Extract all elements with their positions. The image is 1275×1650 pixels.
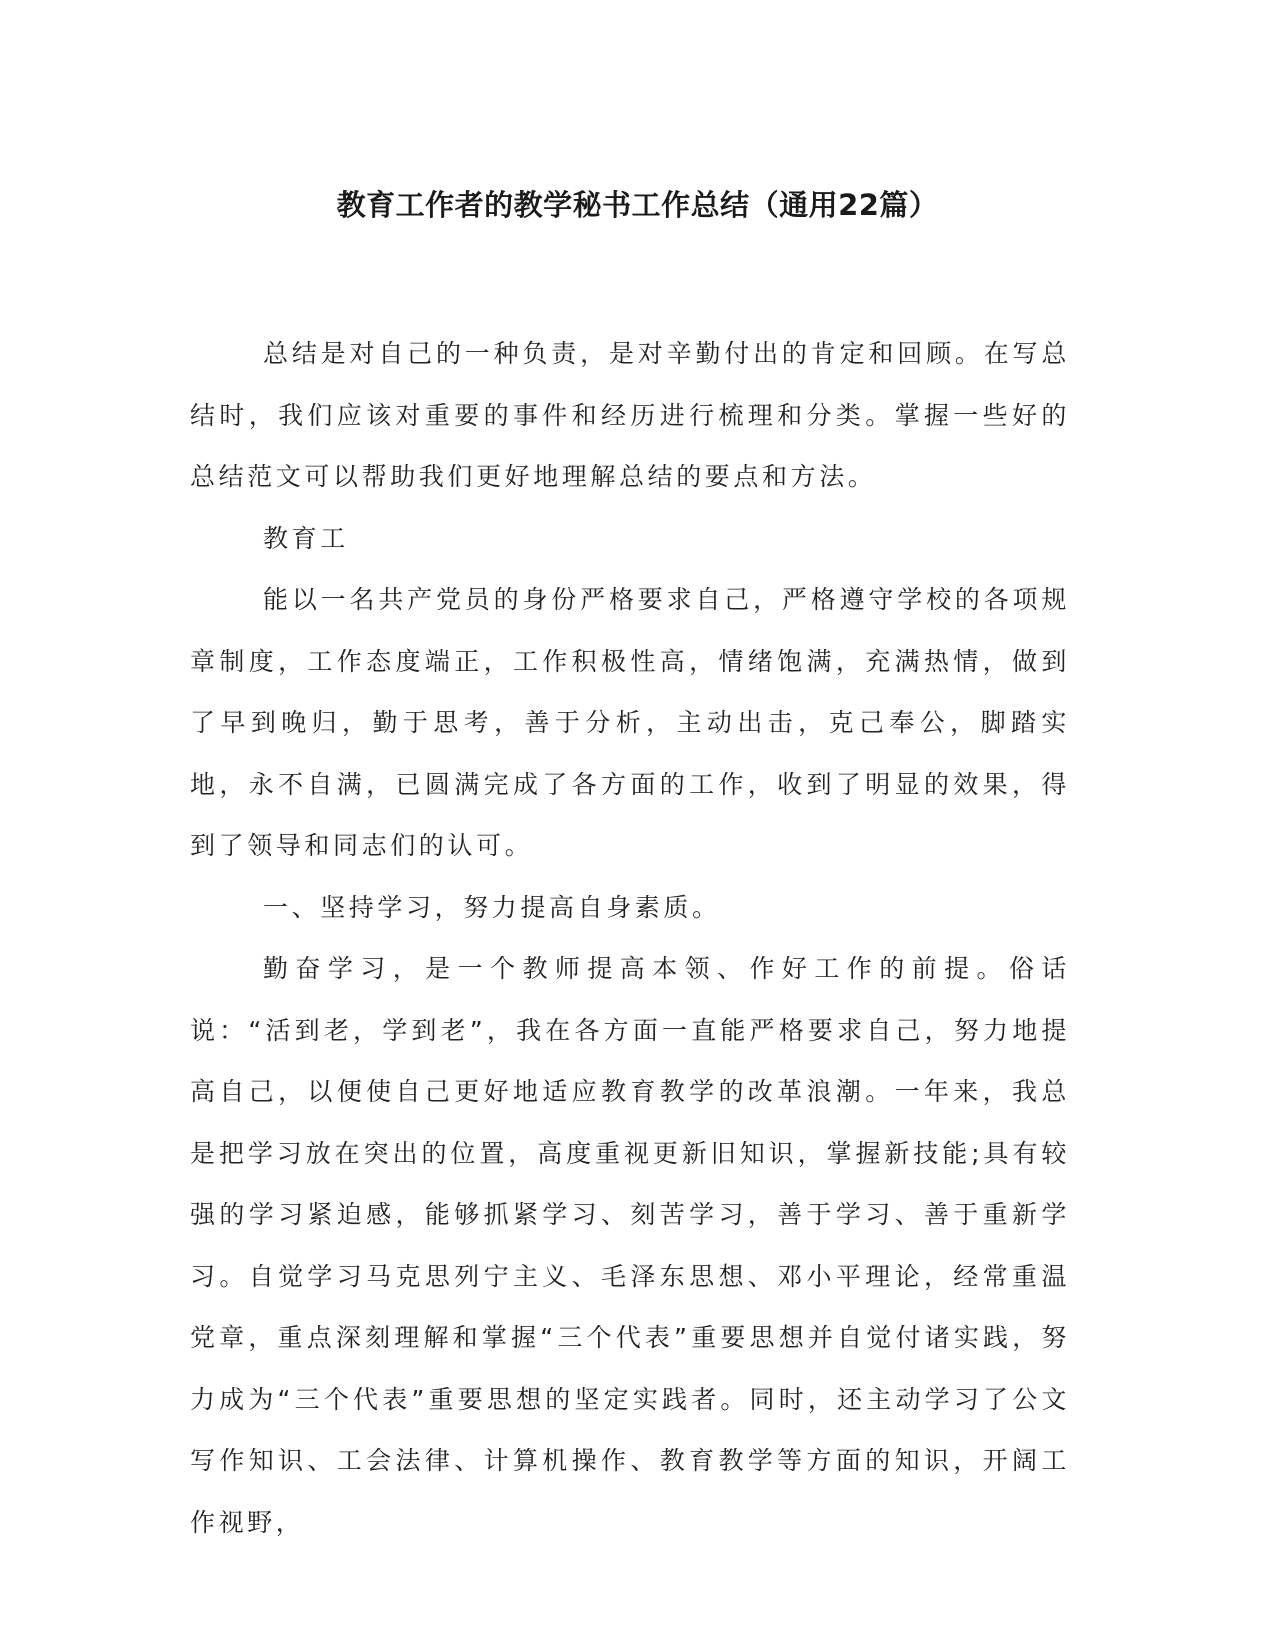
document-title: 教育工作者的教学秘书工作总结（通用22篇） — [336, 188, 939, 222]
section-label: 教育工 — [263, 523, 349, 553]
intro-paragraph: 总结是对自己的一种负责，是对辛勤付出的肯定和回顾。在写总结时，我们应该对重要的事件和经历进行梳理和分类。掌握一些好的总结范文可以帮助我们更好地理解总结的要点和方法。 — [190, 339, 1070, 491]
body-paragraph: 能以一名共产党员的身份严格要求自己，严格遵守学校的各项规章制度，工作态度端正，工作积极性高，情绪饱满，充满热情，做到了早到晚归，勤于思考，善于分析，主动出击，克己奉公，脚踏实地，永不自满，已圆满完成了各方面的工作，收到了明显的效果，得到了领导和同志们的认可。 — [190, 585, 1070, 860]
body-paragraph: 勤奋学习，是一个教师提高本领、作好工作的前提。俗话说：“活到老，学到老”，我在各方面一直能严格要求自己，努力地提高自己，以便使自己更好地适应教育教学的改革浪潮。一年来，我总是把学习放在突出的位置，高度重视更新旧知识，掌握新技能;具有较强的学习紧迫感，能够抓紧学习、刻苦学习，善于学习、善于重新学习。自觉学习马克思列宁主义、毛泽东思想、邓小平理论，经常重温党章，重点深刻理解和掌握“三个代表”重要思想并自觉付诸实践，努力成为“三个代表”重要思想的坚定实践者。同时，还主动学习了公文写作知识、工会法律、计算机操作、教育教学等方面的知识，开阔工作视野， — [190, 954, 1070, 1537]
section-heading: 一、坚持学习，努力提高自身素质。 — [263, 892, 721, 922]
document-body — [190, 323, 1070, 1553]
